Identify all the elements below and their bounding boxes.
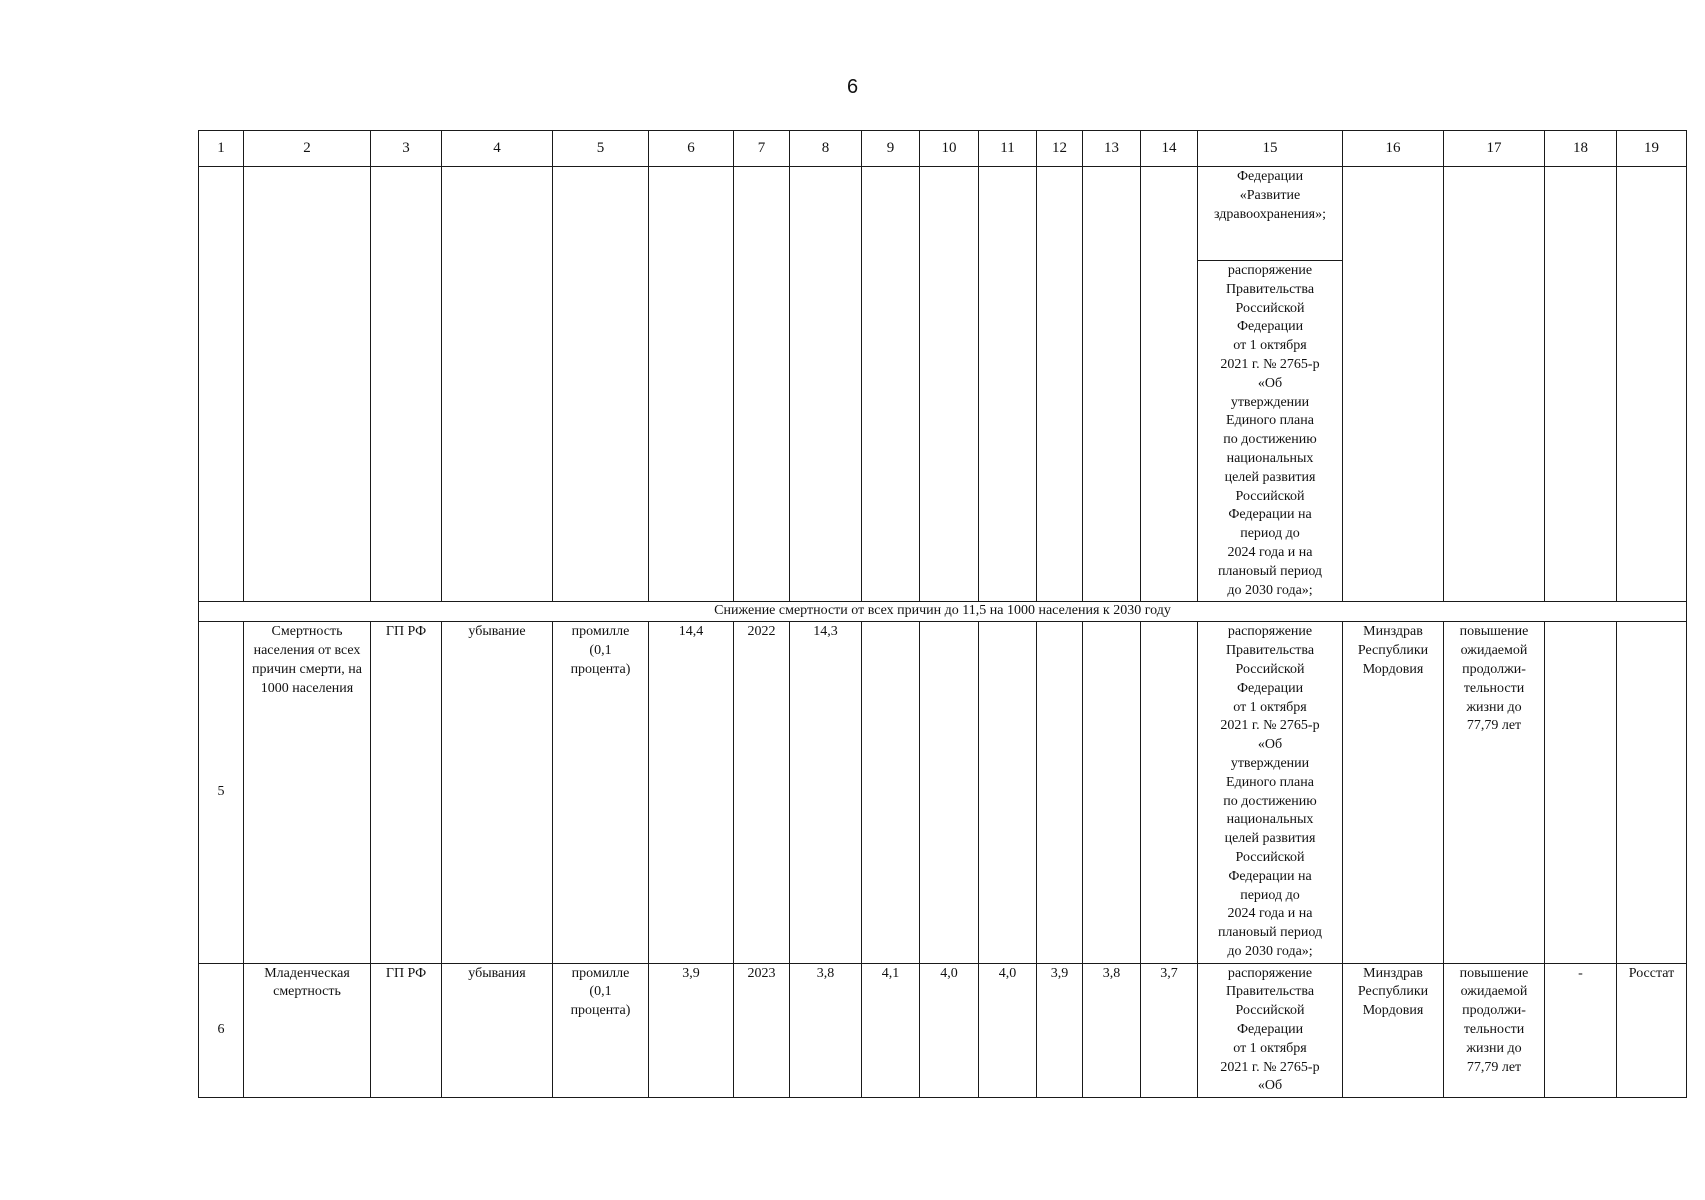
column-number: 17 [1444, 131, 1545, 167]
value-col-8: 14,3 [790, 622, 862, 963]
col-18: - [1545, 963, 1617, 1098]
continuation-row [199, 167, 1687, 602]
column-number: 3 [371, 131, 442, 167]
base-value: 14,4 [649, 622, 734, 963]
column-number: 7 [734, 131, 790, 167]
base-year: 2022 [734, 622, 790, 963]
goal-row [199, 602, 1687, 622]
responsible: Минздрав Республики Мордовия [1343, 963, 1444, 1098]
goal-link: повышение ожидаемой продолжи- тельности жизни до 77,79 лет [1444, 963, 1545, 1098]
value-col-14: 3,7 [1141, 963, 1198, 1098]
value-col-11 [979, 622, 1037, 963]
row-number: 5 [199, 622, 244, 963]
column-number: 13 [1083, 131, 1141, 167]
base-year: 2023 [734, 963, 790, 1098]
basis-text: распоряжение Правительства Российской Федерации от 1 октября 2021 г. № 2765-р «Об утверждении Единого плана по достижению национальных целей развития Российской Федерации на период до 2024 года и на плановый период до 2030 года»; [1217, 263, 1323, 598]
value-col-8: 3,8 [790, 963, 862, 1098]
column-number: 15 [1198, 131, 1343, 167]
value-col-9 [862, 622, 920, 963]
value-col-12 [1037, 622, 1083, 963]
basis-cell [1198, 167, 1343, 602]
unit: промилле (0,1 процента) [553, 622, 649, 963]
column-number: 6 [649, 131, 734, 167]
column-number: 10 [920, 131, 979, 167]
goal-title: Снижение смертности от всех причин до 11,5 на 1000 населения к 2030 году [199, 602, 1687, 622]
value-col-9: 4,1 [862, 963, 920, 1098]
table-row [199, 622, 1687, 963]
col-19: Росстат [1617, 963, 1687, 1098]
unit: промилле (0,1 процента) [553, 963, 649, 1098]
value-col-12: 3,9 [1037, 963, 1083, 1098]
column-number: 2 [244, 131, 371, 167]
column-number: 8 [790, 131, 862, 167]
indicator-level: ГП РФ [371, 963, 442, 1098]
column-number: 1 [199, 131, 244, 167]
value-col-11: 4,0 [979, 963, 1037, 1098]
basis-continuation-text: Федерации «Развитие здравоохранения»; [1198, 167, 1342, 261]
column-number: 14 [1141, 131, 1198, 167]
value-col-10 [920, 622, 979, 963]
column-number: 19 [1617, 131, 1687, 167]
table-row [199, 963, 1687, 1098]
column-number: 11 [979, 131, 1037, 167]
indicator-name: Смертность населения от всех причин смерти, на 1000 населения [244, 622, 371, 963]
column-number: 9 [862, 131, 920, 167]
column-number-row [199, 131, 1687, 167]
column-number: 12 [1037, 131, 1083, 167]
indicators-table [198, 130, 1687, 1098]
basis-text: распоряжение Правительства Российской Федерации от 1 октября 2021 г. № 2765-р «Об [1198, 963, 1343, 1098]
responsible: Минздрав Республики Мордовия [1343, 622, 1444, 963]
page-number: 6 [846, 76, 859, 98]
value-col-10: 4,0 [920, 963, 979, 1098]
column-number: 5 [553, 131, 649, 167]
col-19 [1617, 622, 1687, 963]
trend: убывание [442, 622, 553, 963]
row-number: 6 [199, 963, 244, 1098]
basis-text: распоряжение Правительства Российской Федерации от 1 октября 2021 г. № 2765-р «Об утверждении Единого плана по достижению национальных целей развития Российской Федерации на период до 2024 года и на плановый период до 2030 года»; [1198, 622, 1343, 963]
goal-link: повышение ожидаемой продолжи- тельности жизни до 77,79 лет [1444, 622, 1545, 963]
trend: убывания [442, 963, 553, 1098]
column-number: 4 [442, 131, 553, 167]
value-col-14 [1141, 622, 1198, 963]
column-number: 16 [1343, 131, 1444, 167]
column-number: 18 [1545, 131, 1617, 167]
value-col-13 [1083, 622, 1141, 963]
base-value: 3,9 [649, 963, 734, 1098]
indicator-level: ГП РФ [371, 622, 442, 963]
value-col-13: 3,8 [1083, 963, 1141, 1098]
col-18 [1545, 622, 1617, 963]
indicator-name: Младенческая смертность [244, 963, 371, 1098]
